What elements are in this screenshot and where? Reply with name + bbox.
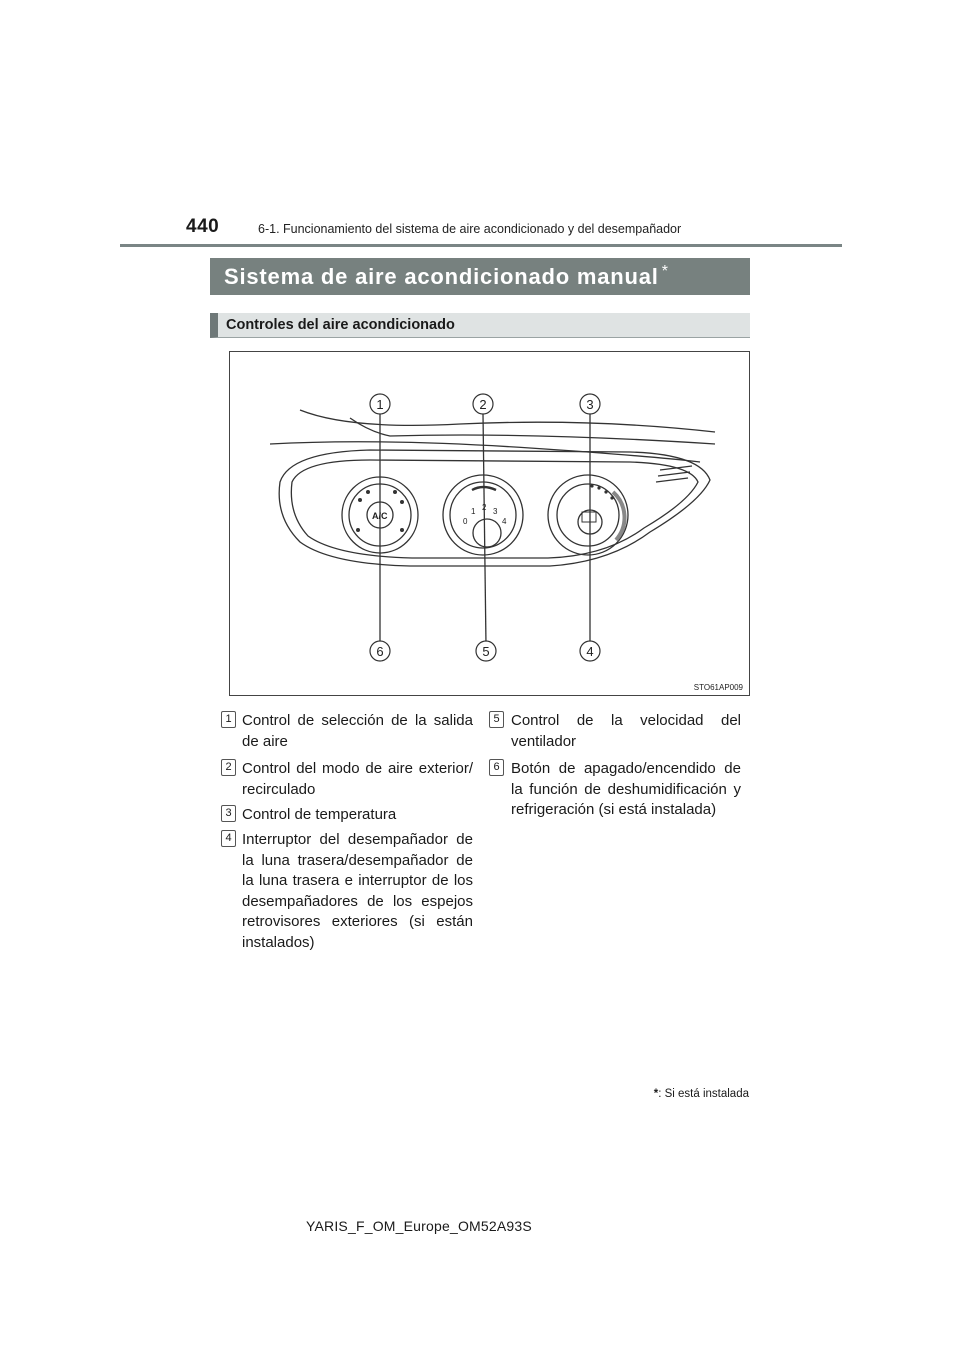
header-divider (120, 244, 842, 247)
item-text-2: Control del modo de aire exterior/ recirculado (242, 760, 473, 798)
callout-3: 3 (586, 397, 594, 412)
footnote-asterisk-icon: * (653, 1088, 659, 1100)
callout-4: 4 (586, 644, 594, 659)
vent-slot (656, 478, 688, 482)
vent-slot (660, 466, 692, 470)
fan-speed-0: 0 (463, 517, 468, 526)
dashboard-edge (300, 410, 715, 432)
chapter-header: 6-1. Funcionamiento del sistema de aire acondicionado y del desempañador (258, 222, 682, 236)
item-text-4: Interruptor del desempañador de la luna trasera/desempañador de la luna trasera e interruptor de los desempañadores de los espejos retrovisores exteriores (si están instalados) (242, 831, 473, 951)
page-title (210, 258, 750, 295)
item-number-1: 1 (221, 711, 236, 728)
figure-code: STO61AP009 (693, 683, 743, 692)
leader-line-2 (483, 414, 486, 645)
item-text-5: Control de la velocidad del ventilador (511, 712, 741, 750)
item-number-5: 5 (489, 711, 504, 728)
item-text-1: Control de selección de la salida de aire (242, 712, 473, 750)
rear-defogger-icon (582, 512, 596, 522)
temperature-knob (548, 475, 628, 555)
item-number-2: 2 (221, 759, 236, 776)
page-number: 440 (186, 216, 220, 237)
item-number-3: 3 (221, 805, 236, 822)
callout-2: 2 (479, 397, 487, 412)
callout-1: 1 (376, 397, 384, 412)
callout-6: 6 (376, 644, 384, 659)
item-number-6: 6 (489, 759, 504, 776)
fan-speed-4: 4 (502, 517, 507, 526)
callout-5: 5 (482, 644, 490, 659)
page-title-text: Sistema de aire acondicionado manual (224, 263, 659, 289)
footnote (654, 1088, 749, 1100)
ac-controls-figure (229, 351, 750, 696)
title-asterisk-icon: * (661, 262, 669, 280)
item-text-3: Control de temperatura (242, 806, 397, 823)
item-text-6: Botón de apagado/encendido de la función de deshumidificación y refrigeración (si está instalada) (511, 760, 741, 818)
item-number-4: 4 (221, 830, 236, 847)
fan-speed-1: 1 (471, 507, 476, 516)
footnote-text: : Si está instalada (658, 1088, 749, 1100)
ac-panel-illustration (230, 352, 749, 695)
document-footer: YARIS_F_OM_Europe_OM52A93S (306, 1218, 532, 1234)
fan-speed-3: 3 (493, 507, 498, 516)
vent-slot (658, 472, 690, 476)
fan-speed-2: 2 (482, 503, 487, 512)
section-heading: Controles del aire acondicionado (210, 313, 750, 338)
ac-label: A/C (372, 511, 388, 521)
